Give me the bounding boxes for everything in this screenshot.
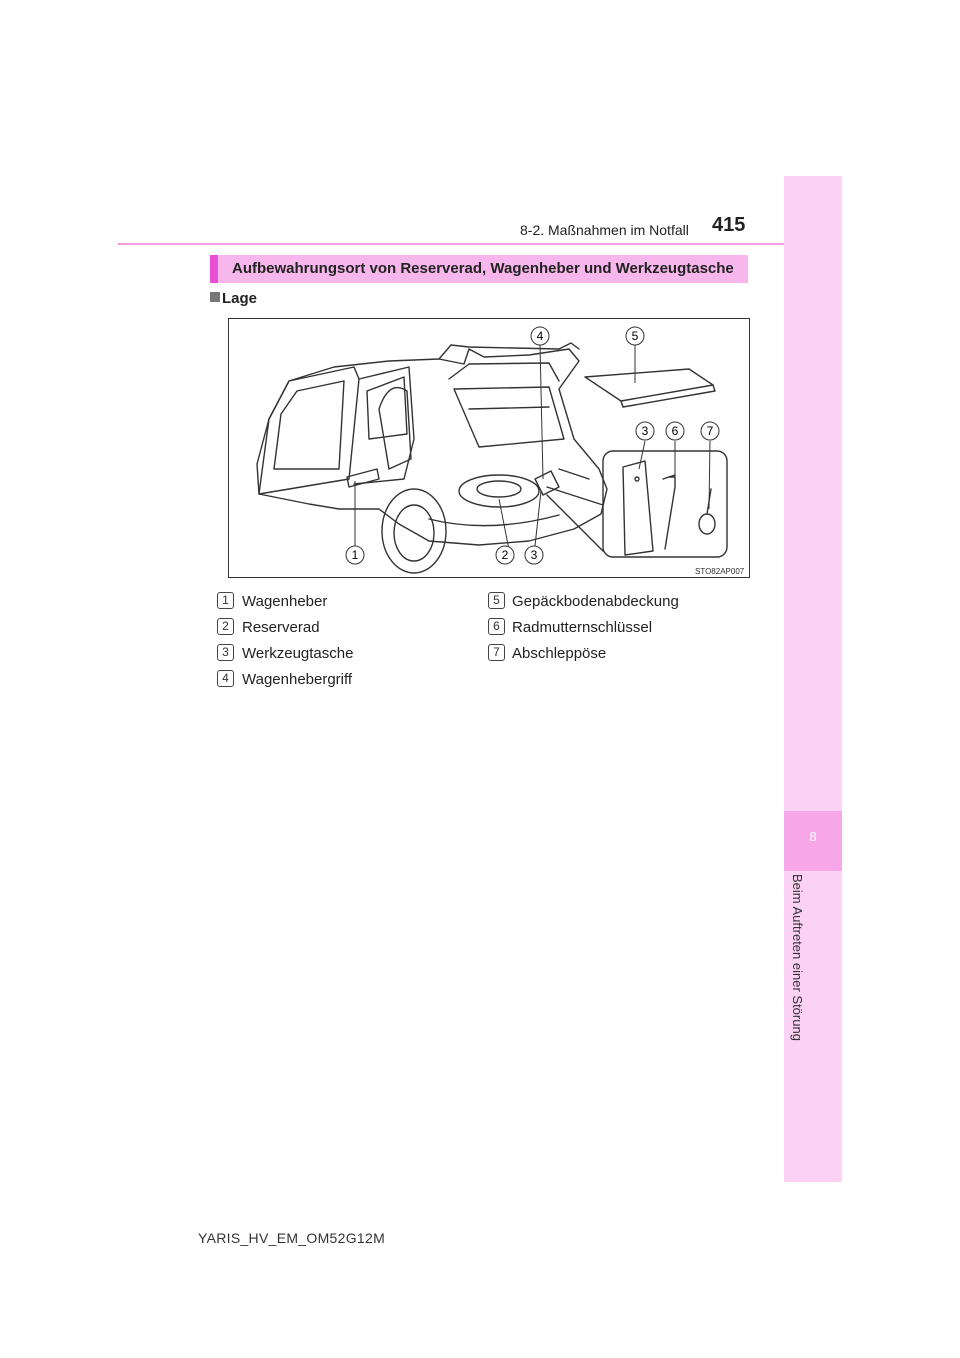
- leader-lines: [355, 345, 710, 555]
- chapter-number: 8: [809, 829, 817, 844]
- car-drawing: [257, 343, 727, 573]
- page-number: 415: [712, 214, 746, 236]
- legend-number: 1: [217, 592, 234, 609]
- callout-6: [666, 422, 684, 440]
- svg-text:1: 1: [351, 548, 359, 562]
- legend-number: 7: [488, 644, 505, 661]
- svg-text:2: 2: [501, 548, 509, 562]
- legend-label: Reserverad: [242, 619, 320, 636]
- legend-number: 6: [488, 618, 505, 635]
- image-code: STO82AP007: [695, 567, 745, 576]
- header-rule: [118, 243, 840, 245]
- sub-heading: Lage: [222, 290, 258, 307]
- legend-label: Radmutternschlüssel: [512, 619, 653, 636]
- callout-1: [346, 546, 364, 564]
- car-illustration-svg: [229, 319, 751, 579]
- chapter-title: Beim Auftreten einer Störung: [790, 874, 805, 1041]
- svg-text:6: 6: [671, 424, 679, 438]
- legend-label: Werkzeugtasche: [242, 645, 354, 662]
- callout-7: [701, 422, 719, 440]
- callout-4: [531, 327, 549, 345]
- callout-5: [626, 327, 644, 345]
- section-heading: Aufbewahrungsort von Reserverad, Wagenheber und Werkzeugtasche: [232, 260, 734, 277]
- legend-label: Wagenheber: [242, 593, 328, 610]
- section-heading-bar: [210, 255, 748, 283]
- running-header-section: 8-2. Maßnahmen im Notfall: [520, 222, 689, 238]
- legend-number: 4: [217, 670, 234, 687]
- callout-2: [496, 546, 514, 564]
- legend-number: 5: [488, 592, 505, 609]
- svg-text:7: 7: [706, 424, 714, 438]
- callout-3-car: [525, 546, 543, 564]
- legend-label: Abschleppöse: [512, 645, 607, 662]
- svg-text:4: 4: [536, 329, 544, 343]
- legend-label: Gepäckbodenabdeckung: [512, 593, 679, 610]
- legend-label: Wagenhebergriff: [242, 671, 353, 688]
- document-code: YARIS_HV_EM_OM52G12M: [198, 1230, 386, 1246]
- legend-number: 3: [217, 644, 234, 661]
- svg-text:5: 5: [631, 329, 639, 343]
- square-bullet-icon: [210, 292, 220, 302]
- svg-text:3: 3: [530, 548, 538, 562]
- legend-number: 2: [217, 618, 234, 635]
- location-illustration: [228, 318, 750, 578]
- callout-3-inset: [636, 422, 654, 440]
- svg-text:3: 3: [641, 424, 649, 438]
